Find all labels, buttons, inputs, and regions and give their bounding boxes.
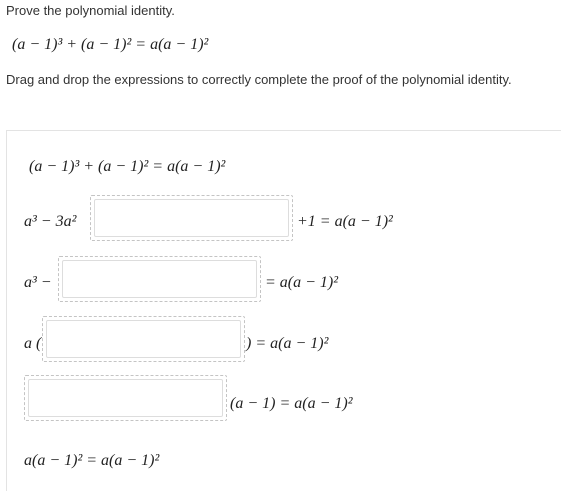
proof-step-3-right: ) = a(a − 1)² (246, 335, 329, 352)
proof-step-0: (a − 1)³ + (a − 1)² = a(a − 1)² (29, 158, 226, 175)
drop-zone-3[interactable] (42, 316, 245, 362)
proof-step-1-left: a³ − 3a² (24, 213, 77, 230)
proof-step-5: a(a − 1)² = a(a − 1)² (24, 452, 160, 469)
proof-panel (6, 130, 561, 491)
question-prompt: Prove the polynomial identity. (6, 3, 175, 18)
drop-zone-2[interactable] (58, 256, 261, 302)
drop-zone-1[interactable] (90, 195, 293, 241)
proof-step-3-left: a ( (24, 335, 42, 352)
proof-step-4-right: (a − 1) = a(a − 1)² (230, 395, 353, 412)
identity-equation (12, 36, 208, 54)
drop-zone-1-slot (94, 199, 289, 237)
instruction-text: Drag and drop the expressions to correctly complete the proof of the polynomial identity. (6, 72, 512, 87)
drop-zone-3-slot (46, 320, 241, 358)
drop-zone-2-slot (62, 260, 257, 298)
identity-text: (a − 1)³ + (a − 1)² = a(a − 1)² (12, 36, 209, 53)
drop-zone-4-slot (28, 379, 223, 417)
proof-step-2-left: a³ − (24, 274, 52, 291)
proof-step-1-right: +1 = a(a − 1)² (297, 213, 393, 230)
drop-zone-4[interactable] (24, 375, 227, 421)
proof-step-2-right: = a(a − 1)² (265, 274, 339, 291)
